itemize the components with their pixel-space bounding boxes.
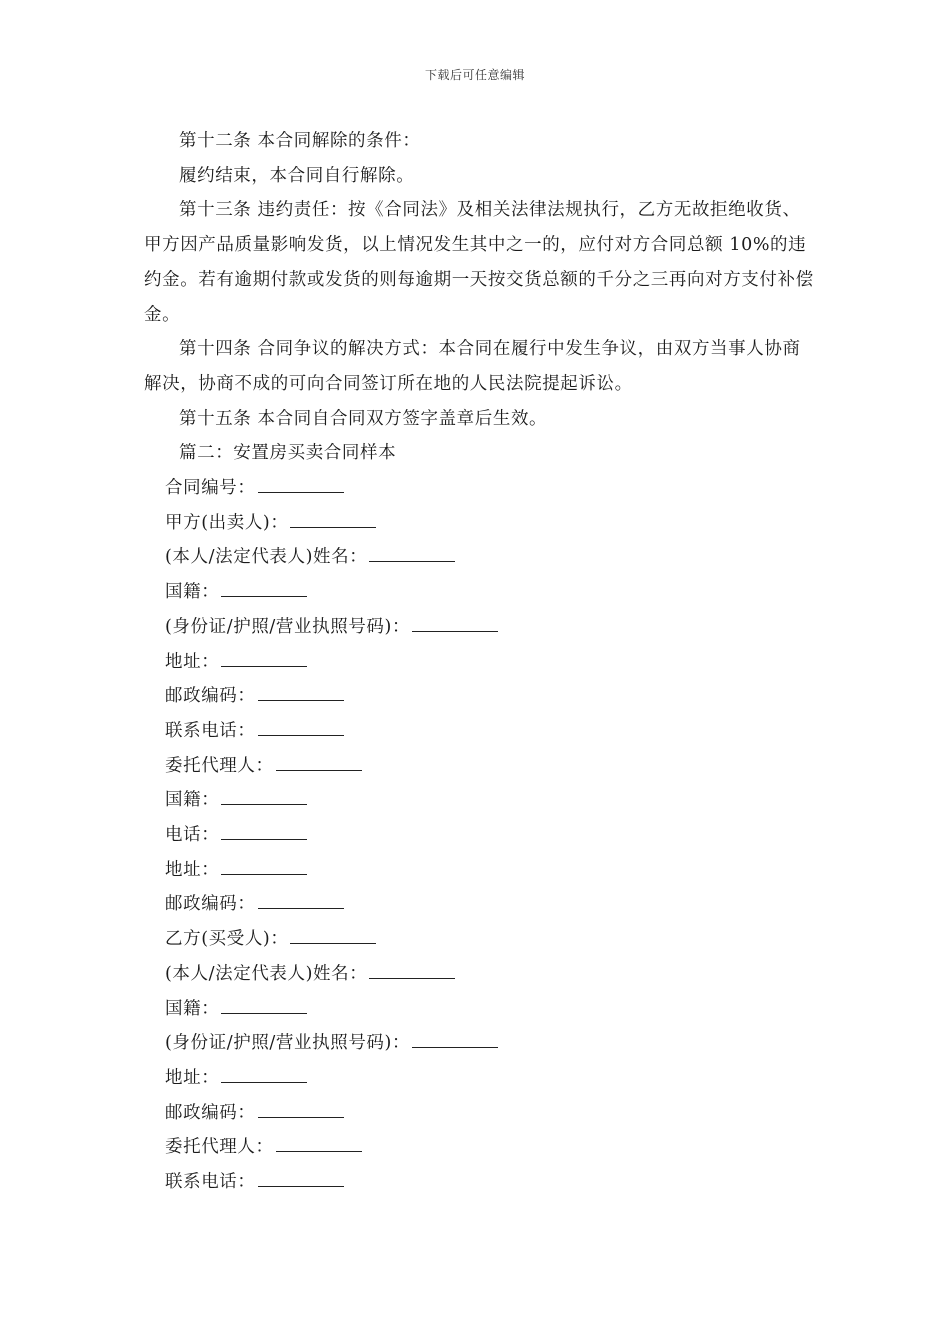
field-label: 地址：	[165, 1067, 220, 1088]
field-party-b-name	[144, 957, 814, 992]
blank-line	[412, 1027, 498, 1048]
field-party-b-address	[144, 1061, 814, 1096]
field-label: (身份证/护照/营业执照号码)：	[165, 616, 411, 637]
field-label: 邮政编码：	[165, 1102, 256, 1123]
field-label: 地址：	[165, 859, 220, 880]
blank-line	[258, 715, 344, 736]
field-label: 委托代理人：	[165, 1137, 274, 1158]
clause-13: 第十三条 违约责任：按《合同法》及相关法律法规执行，乙方无故拒绝收货、甲方因产品质量影响发货，以上情况发生其中之一的，应付对方合同总额 10%的违约金。若有逾期付款或发货的则每逾期一天按交货总额的千分之三再向对方支付补偿金。	[144, 200, 814, 325]
field-label: (身份证/护照/营业执照号码)：	[165, 1033, 411, 1054]
field-party-b-postcode	[144, 1096, 814, 1131]
field-party-a-address	[144, 645, 814, 680]
clause-12-text: 履约结束，本合同自行解除。	[179, 165, 415, 186]
field-party-a	[144, 506, 814, 541]
blank-line	[221, 646, 307, 667]
field-party-b-nationality	[144, 992, 814, 1027]
field-party-a-agent-nationality	[144, 783, 814, 818]
blank-line	[369, 958, 455, 979]
page-header: 下载后可任意编辑	[424, 68, 525, 82]
field-party-a-phone	[144, 714, 814, 749]
blank-line	[258, 1097, 344, 1118]
blank-line	[258, 472, 344, 493]
blank-line	[221, 819, 307, 840]
blank-line	[276, 1131, 362, 1152]
clause-14: 第十四条 合同争议的解决方式：本合同在履行中发生争议，由双方当事人协商解决，协商不成的可向合同签订所在地的人民法院提起诉讼。	[144, 339, 801, 394]
field-label: 委托代理人：	[165, 755, 274, 776]
field-party-a-agent-postcode	[144, 887, 814, 922]
section-title: 篇二：安置房买卖合同样本	[179, 443, 397, 464]
field-label: 合同编号：	[165, 478, 256, 499]
blank-line	[290, 507, 376, 528]
blank-line	[290, 923, 376, 944]
field-label: 地址：	[165, 651, 220, 672]
field-party-a-agent-phone	[144, 818, 814, 853]
field-label: 联系电话：	[165, 720, 256, 741]
field-label: 邮政编码：	[165, 686, 256, 707]
clause-12: 第十二条 本合同解除的条件：	[179, 131, 421, 151]
blank-line	[258, 1166, 344, 1187]
field-label: 电话：	[165, 825, 220, 846]
field-party-b	[144, 922, 814, 957]
field-party-b-id	[144, 1026, 814, 1061]
blank-line	[221, 576, 307, 597]
field-label: 甲方(出卖人)：	[165, 512, 289, 533]
field-party-b-agent	[144, 1130, 814, 1165]
blank-line	[369, 541, 455, 562]
field-label: 乙方(买受人)：	[165, 929, 289, 950]
blank-line	[412, 611, 498, 632]
document-body	[144, 124, 814, 1200]
blank-line	[221, 993, 307, 1014]
clause-15: 第十五条 本合同自合同双方签字盖章后生效。	[179, 408, 548, 429]
field-label: 国籍：	[165, 790, 220, 811]
blank-line	[221, 854, 307, 875]
field-label: 联系电话：	[165, 1172, 256, 1193]
field-party-a-agent-address	[144, 853, 814, 888]
field-party-a-postcode	[144, 679, 814, 714]
blank-line	[221, 784, 307, 805]
field-party-a-nationality	[144, 575, 814, 610]
blank-line	[221, 1062, 307, 1083]
field-label: (本人/法定代表人)姓名：	[165, 963, 368, 984]
field-label: 国籍：	[165, 998, 220, 1019]
field-party-a-name	[144, 540, 814, 575]
field-party-b-phone	[144, 1165, 814, 1200]
blank-line	[258, 888, 344, 909]
blank-line	[276, 750, 362, 771]
field-label: 邮政编码：	[165, 894, 256, 915]
field-label: 国籍：	[165, 582, 220, 603]
blank-line	[258, 680, 344, 701]
field-contract-number	[144, 471, 814, 506]
field-label: (本人/法定代表人)姓名：	[165, 547, 368, 568]
field-party-a-id	[144, 610, 814, 645]
field-party-a-agent	[144, 749, 814, 784]
